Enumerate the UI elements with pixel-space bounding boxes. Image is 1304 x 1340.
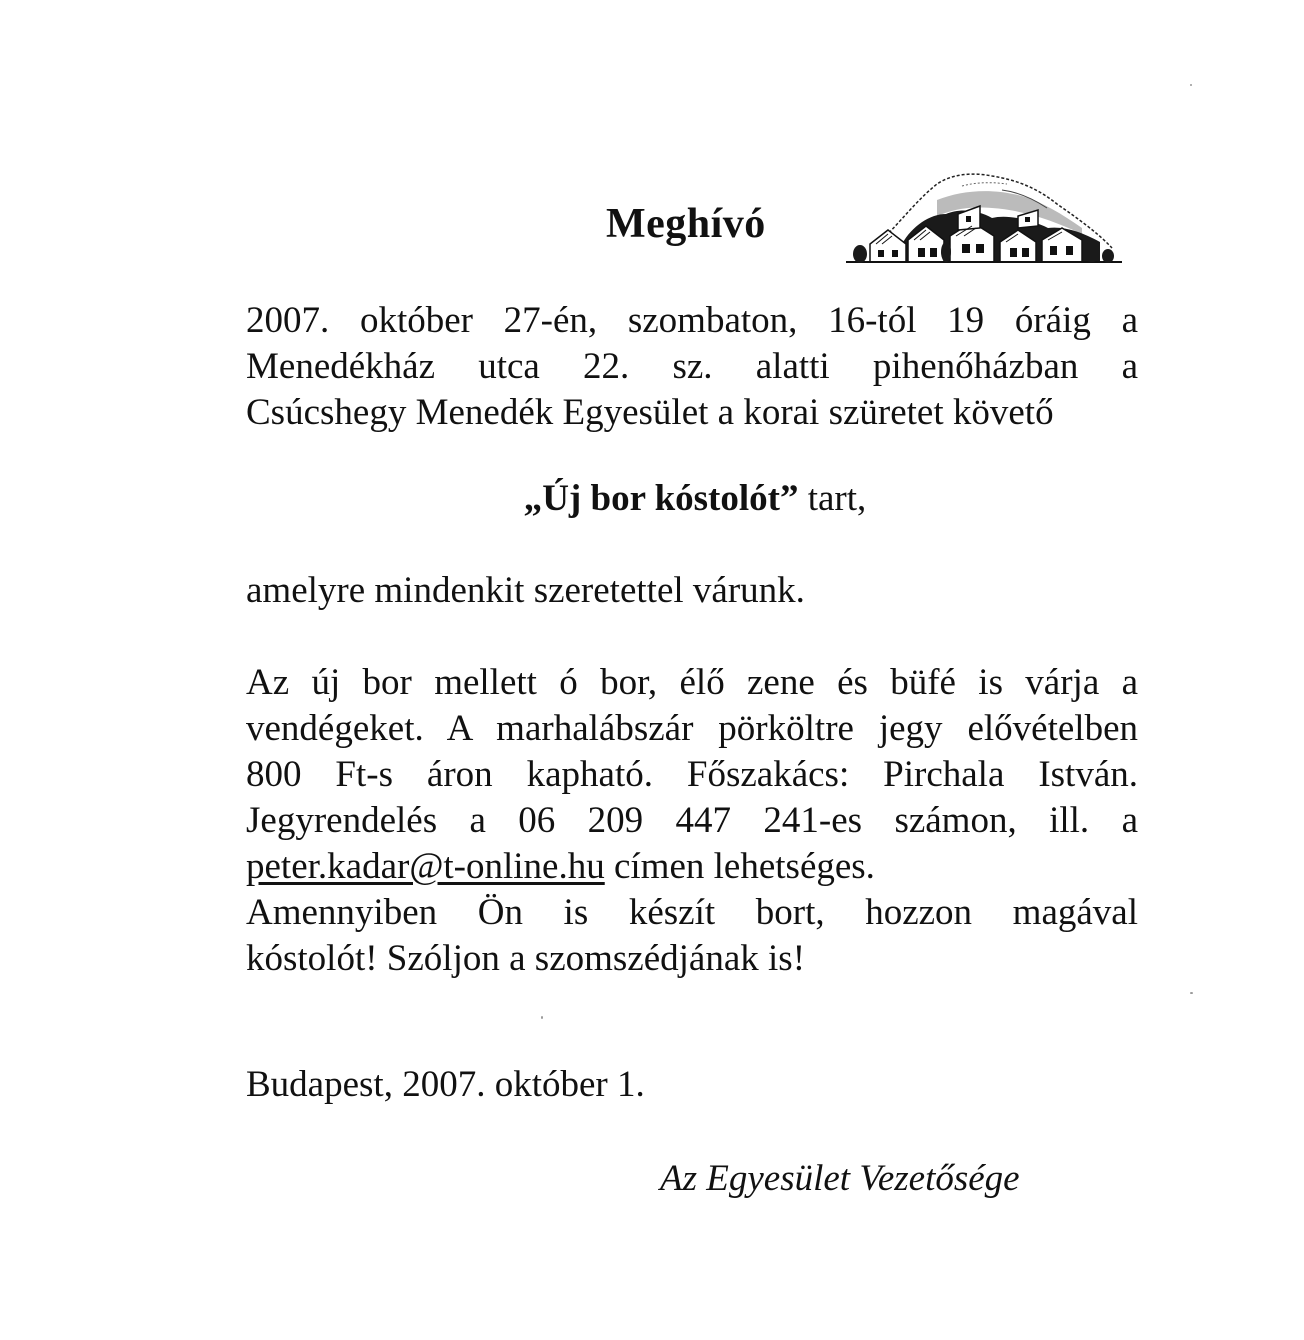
event-name: „Új bor kóstolót” xyxy=(523,478,799,519)
details-line: 800 Ft-s áron kapható. Főszakács: Pirchala István. xyxy=(246,754,1138,795)
details-paragraph xyxy=(246,660,1138,982)
closing-line: Amennyiben Ön is készít bort, hozzon magával xyxy=(246,892,1138,933)
welcome-text xyxy=(246,568,1138,614)
page-title: Meghívó xyxy=(606,201,766,247)
intro-line: Menedékház utca 22. sz. alatti pihenőházban a xyxy=(246,346,1138,387)
event-headline xyxy=(0,476,1304,522)
welcome-line: amelyre mindenkit szeretettel várunk. xyxy=(246,570,805,611)
email-line xyxy=(246,844,1138,890)
scan-speck xyxy=(541,1016,543,1019)
details-line: Jegyrendelés a 06 209 447 241-es számon, ill. a xyxy=(246,800,1138,841)
scan-speck xyxy=(1190,992,1193,994)
details-line: Az új bor mellett ó bor, élő zene és büfé is várja a xyxy=(246,662,1138,703)
event-headline-rest: tart, xyxy=(798,478,867,519)
village-hill-icon xyxy=(842,170,1124,266)
scan-speck xyxy=(1190,84,1192,86)
signature: Az Egyesület Vezetősége xyxy=(660,1158,1020,1199)
place-date-text: Budapest, 2007. október 1. xyxy=(246,1064,645,1105)
intro-line: Csúcshegy Menedék Egyesület a korai szüretet követő xyxy=(246,392,1054,433)
details-line: vendégeket. A marhalábszár pörköltre jegy elővételben xyxy=(246,708,1138,749)
place-date xyxy=(246,1062,1138,1108)
email-link[interactable]: peter.kadar@t-online.hu xyxy=(246,846,605,887)
intro-line: 2007. október 27-én, szombaton, 16-tól 19 óráig a xyxy=(246,300,1138,341)
email-suffix: címen lehetséges. xyxy=(604,846,875,887)
intro-paragraph xyxy=(246,298,1138,436)
closing-line: kóstolót! Szóljon a szomszédjának is! xyxy=(246,938,806,979)
